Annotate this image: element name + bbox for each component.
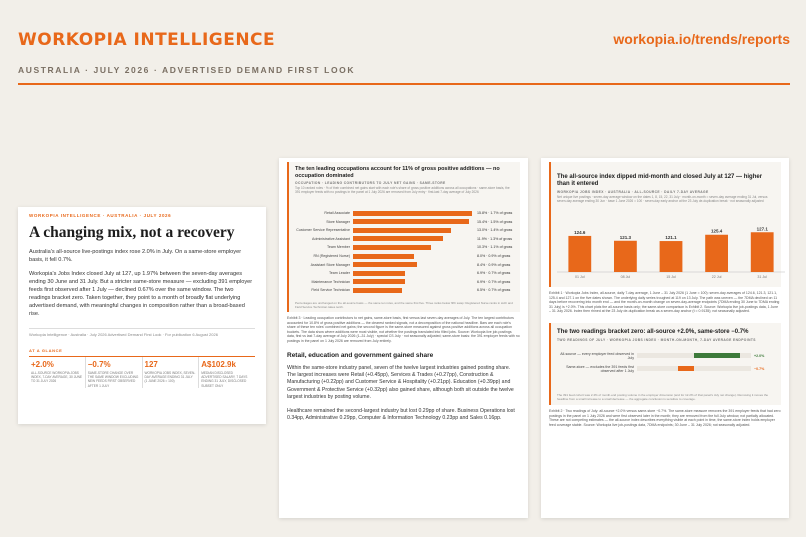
exhibit-note: Top 10 ranked roles · % of their combined net gains start with each role's share of gross positive additions across all occupations · same-store basis, the 391 employer feeds with no postings in the panel at 1 July 2026 are removed from July entry · first-last 7-day average of July 2026 [295, 186, 510, 194]
stat-value: A$102.9k [201, 360, 236, 369]
exhibit-caption: Exhibit 2 · Two readings of July: all-source +2.0% versus same-store −0.7%. The same-store measure removes the 391 employer feeds that had zero postings in the panel on 1 July 2026 and were first observed later in the month; they are removed from the full July window, not partially allocated. These are not competing estimates — the all-source index describes everything visible at each point in time, the same-store index holds employer feed coverage stable. Source: Workopia live job-postings data, 7DMA endpoints; 30 June – 31 July 2026; not seasonally adjusted. [549, 408, 781, 427]
occupation-bar-row [295, 235, 514, 243]
occupation-label: Maintenance Technician [311, 279, 350, 284]
index-bar [705, 235, 728, 272]
exhibit-footer: The 391 feed cohort was 2.4% of month-end posting volume in the employer dimension (and for 12.2% of that panel's July net change). Removing it moves the headline from a small increase to a small decrease — the aggregate conclusion is sensitive to coverage. [557, 393, 769, 402]
occupation-bar [353, 219, 469, 224]
occupation-bar-row [295, 278, 514, 286]
occupation-value: 15.8% · 1.7% of gross [477, 211, 513, 215]
exhibit-kicker: TWO READINGS OF JULY · WORKOPIA JOBS INDEX · MONTH-ON-MONTH, 7-DAY AVERAGE ENDPOINTS [557, 337, 756, 342]
stat-desc: SAME-STORE CHANGE OVER THE SAME WINDOW EXCLUDING NEW FEEDS FIRST OBSERVED AFTER 1 JULY [87, 371, 139, 388]
section-paragraph: Healthcare remained the second-largest industry but lost 0.29pp of share. Business Operations lost 0.34pp, Administrative 0.29pp, Computer & Information Technology 0.23pp and Sales 0.16pp. [287, 407, 515, 421]
stat-desc: MEDIAN DISCLOSED ADVERTISED SALARY, 7 DAYS ENDING 31 JULY, DISCLOSED SUBSET ONLY [201, 371, 248, 388]
index-bar [660, 241, 683, 272]
occupation-label: Administrative Assistant [312, 236, 350, 241]
summary-body: Workopia's Jobs Index closed July at 127, up 1.97% between the seven-day averages ending 30 June and 31 July. But a stricter same-store measure — excluding 391 employer feeds first observed after 1 July — declined 0.67% over the same window. The two readings bracket zero. Taken together, they point to a month of broadly flat underlying advertised demand, with meaningful changes in composition rather than a broad-based rise. [29, 271, 253, 317]
occupation-bar [353, 288, 402, 293]
reading-label: Same-store — excludes the 391 feeds first observed after 1 July [566, 364, 634, 373]
occupation-bar-track [353, 288, 474, 293]
readings-exhibit [549, 323, 781, 405]
occupation-bar-track [353, 211, 474, 216]
index-bar-category: 01 Jul [575, 275, 585, 279]
occupation-value: 8.0% · 0.9% of gross [477, 254, 511, 258]
index-exhibit [549, 162, 781, 287]
occupation-bar [353, 254, 414, 259]
occupation-label: Assistant Store Manager [310, 262, 350, 267]
reading-bar [678, 366, 694, 371]
stat-value: −0.7% [87, 360, 111, 369]
brand-logo: WORKOPIA INTELLIGENCE [18, 30, 276, 50]
occupation-bar-track [353, 262, 474, 267]
summary-lede: Australia's all-source live-postings index rose 2.0% in July. On a same-store employer basis, it fell 0.7%. [29, 249, 242, 263]
stats-row [29, 356, 255, 388]
occupation-bar-track [353, 219, 474, 224]
index-bar-category: 22 Jul [711, 275, 722, 279]
summary-footer: Workopia Intelligence · Australia · July 2026 Advertised Demand First Look · For publication 6 August 2026 [29, 328, 255, 337]
occupation-bar-row [295, 269, 514, 277]
index-page-card[interactable] [541, 158, 789, 518]
reading-bar-track [637, 353, 751, 358]
occupation-bar [353, 271, 405, 276]
index-bar [568, 236, 591, 272]
occupation-bar-row [295, 209, 514, 217]
index-bar-value: 124.6 [574, 229, 586, 235]
occupation-label: Team Leader [329, 271, 350, 276]
occupation-bar-row [295, 218, 514, 226]
index-bar-category: 15 Jul [666, 275, 676, 279]
occupation-bar-row [295, 261, 514, 269]
occupation-label: RN (Registered Nurse) [313, 254, 350, 258]
stat-desc: ALL-SOURCE WORKOPIA JOBS INDEX, 7-DAY AVERAGE, 30 JUNE TO 31 JULY 2026 [31, 371, 83, 384]
occupation-value: 6.5% · 0.7% of gross [477, 288, 511, 293]
header-rule [18, 83, 790, 85]
site-url[interactable]: workopia.io/trends/reports [613, 31, 790, 47]
exhibit-caption: Exhibit 1 · Workopia Jobs Index, all-source, daily 7-day average, 1 June – 31 July 2026 (1 June = 100): seven-day averages of 124.6, 121.3, 121.1, 125.4 and 127.1 on the five dates shown. The underlying daily series troughed at 119 on 13 July. The path was uneven — the 7DMA declined on 11 days before recovering into month end — and the month-on-month change on seven-day-average endpoints (7DMA ending 30 June to 7DMA ending 31 July) is +2.0%. This chart plots the all-source basis only; the same-store comparison is Exhibit 2. Source: Workopia live job-postings data, 1 June – 31 July 2026. Index then rhined at the 23 July de-duplication break as a seven-day anchor (t = 0.9135); not seasonally adjusted. [549, 291, 780, 314]
stat-item [29, 357, 86, 388]
exhibit-title: The all-source index dipped mid-month and closed July at 127 — higher than it entered [557, 174, 763, 187]
index-bar-category: 31 Jul [757, 275, 767, 279]
reading-bar [694, 353, 740, 358]
occupation-label: Team Member [327, 245, 350, 250]
occupation-bar-row [295, 286, 514, 294]
summary-title: A changing mix, not a recovery [29, 224, 235, 241]
occupation-label: Store Manager [326, 219, 350, 224]
occupation-bar [353, 211, 472, 216]
occupation-bar-track [353, 236, 474, 241]
occupation-bar-row [295, 226, 514, 234]
exhibit-title: The ten leading occupations account for 11% of gross positive additions — no occupation dominated [295, 166, 500, 179]
stat-item [199, 357, 255, 388]
occupation-value: 11.9% · 1.3% of gross [477, 236, 513, 241]
stat-item [143, 357, 200, 388]
exhibit-kicker: OCCUPATION · LEADING CONTRIBUTORS TO JULY NET GAINS · SAME-STORE [295, 181, 446, 185]
index-bar-value: 127.1 [756, 226, 768, 232]
reading-bar-track [637, 366, 751, 371]
stat-item [86, 357, 143, 388]
occupation-bar-row [295, 243, 514, 251]
index-bar [751, 232, 774, 272]
reading-value: −0.7% [754, 366, 765, 371]
occupation-bar [353, 262, 417, 267]
index-bar-category: 08 Jul [620, 275, 631, 279]
occupation-label: Retail Associate [324, 211, 350, 215]
occupation-bar [353, 245, 431, 250]
occupation-bar-track [353, 279, 474, 284]
occupation-value: 10.3% · 1.1% of gross [477, 245, 513, 250]
summary-page-card[interactable] [18, 207, 266, 424]
occupation-bar-track [353, 254, 474, 259]
exhibit-title: The two readings bracket zero: all-source +2.0%, same-store −0.7% [557, 328, 749, 335]
occupation-label: Customer Service Representative [296, 228, 350, 233]
reading-bar-row [557, 351, 775, 361]
occupations-exhibit [287, 162, 520, 312]
stat-value: 127 [144, 360, 158, 369]
occupation-bar [353, 228, 451, 233]
occupation-bar-track [353, 245, 474, 250]
reading-value: +2.0% [754, 353, 765, 358]
reading-bar-row [557, 364, 775, 374]
section-heading: Retail, education and government gained share [287, 351, 434, 359]
index-bar [614, 241, 637, 272]
index-bar-value: 121.3 [619, 234, 632, 240]
occupation-bar-row [295, 252, 514, 260]
stat-value: +2.0% [31, 360, 54, 369]
reading-label: All-source — every employer feed observed in July [560, 351, 634, 360]
summary-meta: WORKOPIA INTELLIGENCE · AUSTRALIA · JULY 2026 [29, 213, 172, 218]
section-paragraph: Within the same-store industry panel, seven of the twelve largest industries gained posting share. The largest increases were Retail (+0.45pp), Services & Trades (+0.27pp), Construction & Manufacturing (+0.22pp) and Customer Service & Hospitality (+0.21pp). Education (+0.39pp) and Government & Protective Service (+0.32pp) also gained share, although both sit outside the twelve largest industries by posting volume. [287, 364, 514, 401]
index-bar-value: 125.4 [710, 228, 723, 234]
occupation-label: Field Service Technician [311, 288, 350, 293]
occupation-bar [353, 236, 443, 241]
occupations-page-card[interactable] [279, 158, 528, 518]
occupation-value: 15.4% · 1.5% of gross [477, 219, 513, 224]
occupation-bar-track [353, 271, 474, 276]
report-subtitle: AUSTRALIA · JULY 2026 · ADVERTISED DEMAND FIRST LOOK [18, 65, 356, 75]
occupation-value: 13.0% · 1.4% of gross [477, 228, 513, 233]
occupation-bar-track [353, 228, 474, 233]
occupation-value: 6.9% · 0.7% of gross [477, 279, 511, 284]
occupation-bar [353, 279, 405, 284]
exhibit-footer: Percentages are unchanged on the all-source basis — the same ten roles, and the same first five. Three ranks below fifth swap: Registered Nurse ranks in sixth and Field Service Technician takes tenth. [295, 301, 513, 310]
exhibit-caption: Exhibit 3 · Leading occupation contributors to net gains, same-store basis, first versus last seven-day averages of July. The ten largest contributors accounted for 10.8% of gross positive additions — the clearest ranked signals, not a decomposition of the national headline. Bars are each role's share of these ten roles' combined net gains; the second figure is the same-store measured against gross positive additions across all occupation buckets. The data show where additions were most visible, not whether the postings translated into filled jobs. Source: Workopia live job-postings data, first vs last 7-day average of July 2026 (1–31 July) · special CS July · not seasonally adjusted; same-store basis: the 391 employer feeds with no postings in the panel on 1 July 2026 are removed from July entirely. [287, 316, 520, 343]
stat-desc: WORKOPIA JOBS INDEX, SEVEN-DAY AVERAGE ENDING 31 JULY (1 JUNE 2026 = 100) [144, 371, 196, 384]
at-a-glance-label: AT A GLANCE [29, 348, 63, 353]
exhibit-kicker: WORKOPIA JOBS INDEX · AUSTRALIA · ALL-SOURCE · DAILY 7-DAY AVERAGE [557, 190, 709, 194]
occupation-value: 8.4% · 0.9% of gross [477, 262, 511, 267]
occupation-value: 6.9% · 0.7% of gross [477, 271, 511, 276]
index-bar-value: 121.1 [665, 235, 677, 241]
exhibit-note: Net unique live postings · seven-day average window on the dates 1, 8, 15, 22, 31 July · month-on-month = seven-day average ending 31 Jul, versus seven-day average ending 30 Jun · base 1 June 2026 = 100 · seven-day early anchor at the 23 July de-duplication break · not seasonally adjusted [557, 195, 768, 203]
index-bar-chart [557, 220, 785, 282]
